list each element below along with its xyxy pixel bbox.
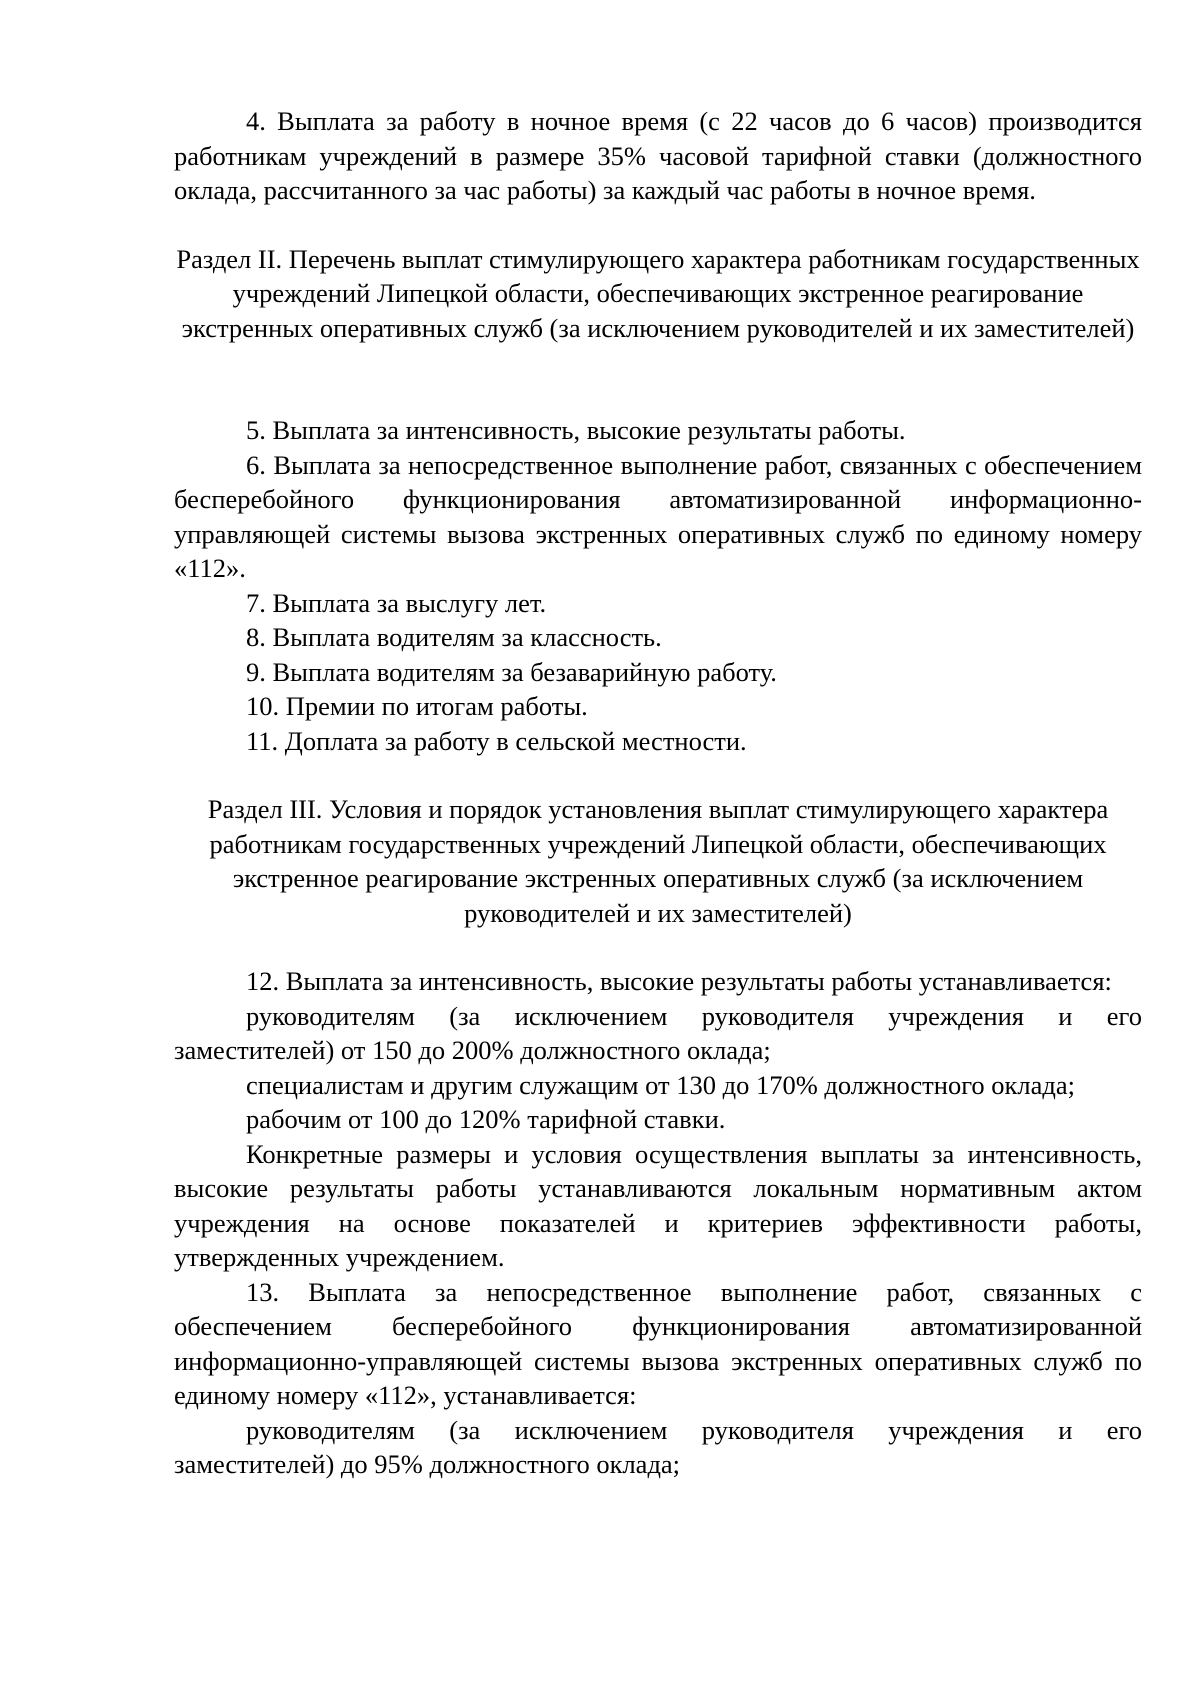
section-3-body xyxy=(174,964,1142,1482)
paragraph-13: 13. Выплата за непосредственное выполнение работ, связанных с обеспечением бесперебойного функционирования автоматизированной информационно-управляющей системы вызова экстренных оперативных служб по единому номеру «112», устанавливается: xyxy=(174,1276,1142,1410)
paragraph-12: 12. Выплата за интенсивность, высокие результаты работы устанавливается: xyxy=(246,966,1112,996)
list-item: 6. Выплата за непосредственное выполнение работ, связанных с обеспечением бесперебойного функционирования автоматизированной информационно-управляющей системы вызова экстренных оперативных служб по единому номеру «112». xyxy=(174,449,1142,583)
paragraph-managers-95: руководителям (за исключением руководителя учреждения и его заместителей) до 95% должностного оклада; xyxy=(174,1414,1142,1479)
list-item: 7. Выплата за выслугу лет. xyxy=(246,587,547,618)
spacer xyxy=(174,345,1142,413)
paragraph-specialists: специалистам и другим служащим от 130 до 170% должностного оклада; xyxy=(246,1069,1075,1100)
paragraph-workers: рабочим от 100 до 120% тарифной ставки. xyxy=(246,1104,726,1134)
section-2-heading: Раздел II. Перечень выплат стимулирующего характера работникам государственных учреждений Липецкой области, обеспечивающих экстренное реагирование экстренных оперативных служб (за исключением руководителей и их заместителей) xyxy=(176,243,1140,343)
list-item: 8. Выплата водителям за классность. xyxy=(246,622,662,652)
paragraph-specific-sizes: Конкретные размеры и условия осуществления выплаты за интенсивность, высокие результаты работы устанавливаются локальным нормативным актом учреждения на основе показателей и критериев эффективности работы, утвержденных учреждением. xyxy=(174,1138,1142,1272)
section-3-heading: Раздел III. Условия и порядок установления выплат стимулирующего характера работникам государственных учреждений Липецкой области, обеспечивающих экстренное реагирование экстренных оперативных служб (за исключением руководителей и их заместителей) xyxy=(207,794,1109,928)
list-item: 5. Выплата за интенсивность, высокие результаты работы. xyxy=(246,415,906,445)
document-page xyxy=(174,104,1142,1482)
paragraph-managers: руководителям (за исключением руководителя учреждения и его заместителей) от 150 до 200% должностного оклада; xyxy=(174,1000,1142,1065)
spacer xyxy=(174,758,1142,792)
payments-list xyxy=(174,413,1142,758)
spacer xyxy=(174,930,1142,964)
list-item: 11. Доплата за работу в сельской местности. xyxy=(246,725,747,756)
list-item: 9. Выплата водителям за безаварийную работу. xyxy=(246,656,777,687)
spacer xyxy=(174,208,1142,242)
paragraph-4: 4. Выплата за работу в ночное время (с 22 часов до 6 часов) производится работникам учреждений в размере 35% часовой тарифной ставки (должностного оклада, рассчитанного за час работы) за каждый час работы в ночное время. xyxy=(174,106,1142,205)
list-item: 10. Премии по итогам работы. xyxy=(246,691,588,721)
